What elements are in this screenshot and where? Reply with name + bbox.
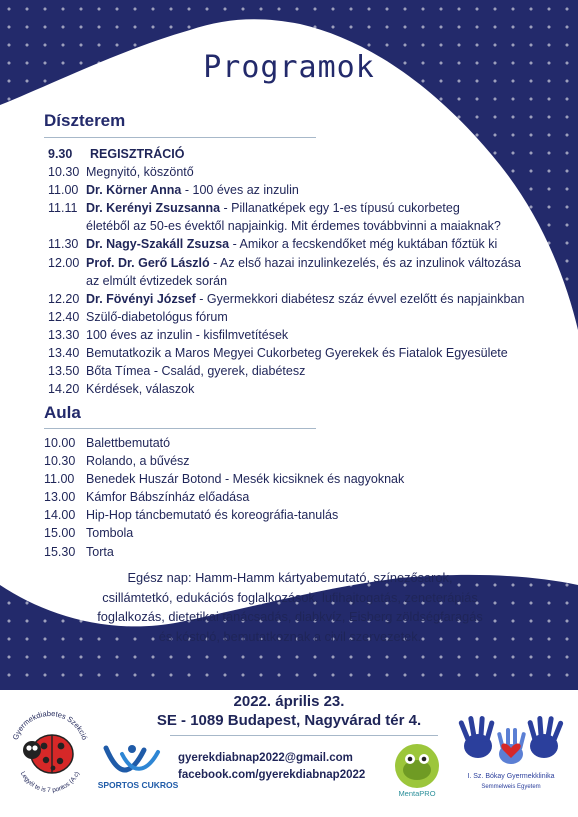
event-address: SE - 1089 Budapest, Nagyvárad tér 4. — [156, 712, 422, 729]
program-row: 10.00 Balettbemutató — [44, 436, 171, 450]
program-row: 15.00 Tombola — [44, 526, 134, 541]
program-row: 11.30 Dr. Nagy-Szakáll Zsuzsa - Amikor a fecskendőket még kuktában főztük ki — [48, 237, 498, 252]
disz-program-list — [48, 145, 524, 398]
footer-divider — [170, 735, 438, 736]
program-row: 12.40 Szülő-diabetológus fórum — [48, 309, 228, 324]
program-row: 12.20 Dr. Fövényi József - Gyermekkori diabétesz száz évvel ezelőtt és napjainkban — [48, 291, 525, 306]
sportos-cukros-logo — [92, 740, 182, 800]
section-divider — [44, 428, 316, 429]
svg-text:MentaPRO: MentaPRO — [398, 789, 436, 798]
program-row: 10.30 Rolando, a bűvész — [44, 454, 190, 469]
program-row: 13.00 Kámfor Bábszínház előadása — [44, 490, 250, 505]
program-row: 15.30 Torta — [44, 544, 114, 559]
aula-program-list — [44, 434, 404, 561]
svg-text:Legyél te is 7 pontos (A.c): Legyél te is 7 pontos (A.c) — [18, 770, 82, 795]
all-day-programs: Egész nap: Hamm-Hamm kártyabemutató, színezősarok, csillámtetkó, edukációs foglalkozások, lufihajtogatás, zeneterápiás foglalkozás, dietetikai tanácsadás, diabkvíz, Eisberg zöldségfaragás és kóstoló, bemutatkoznak a civil szervezetek. — [97, 570, 483, 644]
program-row: 13.30 100 éves az inzulin - kisfilmvetítések — [48, 327, 289, 342]
section-title-disz: Díszterem — [44, 111, 126, 130]
program-row: 9.30 REGISZTRÁCIÓ — [48, 147, 185, 161]
program-row: 13.50 Bőta Tímea - Család, gyerek, diabétesz — [48, 364, 306, 379]
svg-text:Semmelweis Egyetem: Semmelweis Egyetem — [481, 784, 541, 790]
svg-text:I. Sz. Bókay Gyermekklinika: I. Sz. Bókay Gyermekklinika — [467, 773, 555, 780]
mentapro-logo — [391, 742, 443, 802]
program-row: 14.20 Kérdések, válaszok — [48, 382, 195, 397]
contact-facebook[interactable]: facebook.com/gyerekdiabnap2022 — [178, 769, 366, 781]
svg-text:SPORTOS CUKROS: SPORTOS CUKROS — [97, 780, 179, 790]
program-row: 11.00 Benedek Huszár Botond - Mesék kicsiknek és nagyoknak — [44, 472, 405, 487]
gyermekdiabetes-ladybug-logo — [8, 702, 92, 800]
program-row: 11.00 Dr. Körner Anna - 100 éves az inzulin — [48, 183, 299, 198]
section-divider — [44, 137, 316, 138]
svg-text:Gyermekdiabetes Szekció: Gyermekdiabetes Szekció — [10, 708, 90, 742]
page-title: Programok — [203, 50, 375, 85]
program-row: 12.00 Prof. Dr. Gerő László - Az első hazai inzulinkezelés, és az inzulinok változása az elmúlt évtizedek során — [48, 255, 521, 288]
program-row: 11.11 Dr. Kerényi Zsuzsanna - Pillanatképek egy 1-es típusú cukorbeteg életéből az 50-es évektől napjainkig. Mit érdemes továbbvinni a maiaknak? — [48, 201, 501, 234]
footer — [0, 690, 578, 817]
program-row: 13.40 Bemutatkozik a Maros Megyei Cukorbeteg Gyerekek és Fiatalok Egyesülete — [48, 346, 508, 361]
section-title-aula: Aula — [44, 403, 81, 422]
contact-email[interactable]: gyerekdiabnap2022@gmail.com — [178, 752, 353, 764]
program-row: 10.30 Megnyitó, köszöntő — [48, 165, 194, 180]
bokay-gyermekklinika-logo — [448, 712, 574, 800]
event-date: 2022. április 23. — [233, 693, 345, 710]
program-row: 14.00 Hip-Hop táncbemutató és koreográfia-tanulás — [44, 508, 339, 523]
